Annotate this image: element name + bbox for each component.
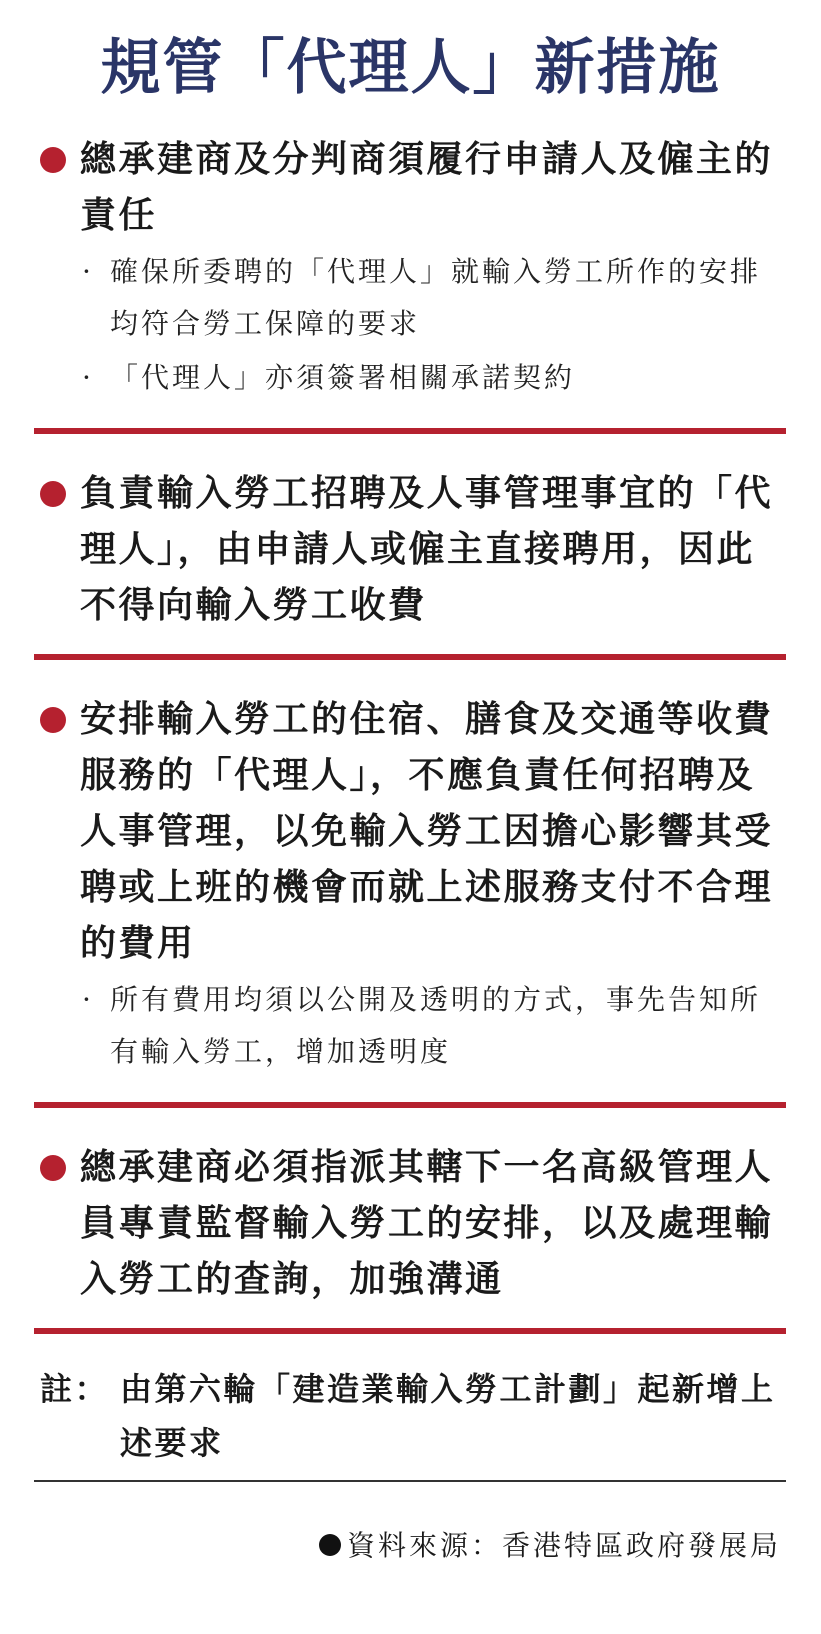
section-divider — [34, 1102, 786, 1108]
middle-dot-icon: · — [82, 361, 94, 394]
middle-dot-icon: · — [82, 983, 94, 1016]
red-bullet-icon — [40, 1155, 66, 1181]
measure-sub-item: · 所有費用均須以公開及透明的方式，事先告知所有輸入勞工，增加透明度 — [38, 974, 788, 1078]
measure-main-text: 總承建商必須指派其轄下一名高級管理人員專責監督輸入勞工的安排，以及處理輸入勞工的查詢，加強溝通 — [38, 1140, 788, 1308]
measure-sub-item: · 「代理人」亦須簽署相關承諾契約 — [38, 352, 788, 404]
measure-sub-item: · 確保所委聘的「代理人」就輸入勞工所作的安排均符合勞工保障的要求 — [38, 246, 788, 350]
footnote — [40, 1362, 780, 1470]
measure-item-3 — [38, 692, 788, 1078]
source-credit: 資料來源：香港特區政府發展局 — [319, 1524, 781, 1568]
red-bullet-icon — [40, 147, 66, 173]
measure-main-text: 安排輸入勞工的住宿、膳食及交通等收費服務的「代理人」，不應負責任何招聘及人事管理，以免輸入勞工因擔心影響其受聘或上班的機會而就上述服務支付不合理的費用 — [38, 692, 788, 972]
measure-item-2 — [38, 466, 788, 634]
red-bullet-icon — [40, 481, 66, 507]
measure-item-1 — [38, 132, 788, 404]
black-bullet-icon — [319, 1534, 341, 1556]
footnote-text: 由第六輪「建造業輸入勞工計劃」起新增上述要求 — [120, 1370, 776, 1462]
page-title: 規管「代理人」新措施 — [100, 33, 721, 103]
middle-dot-icon: · — [82, 255, 94, 288]
section-divider — [34, 1328, 786, 1334]
section-divider — [34, 654, 786, 660]
footnote-label: 註： — [40, 1370, 110, 1408]
measure-main-text: 總承建商及分判商須履行申請人及僱主的責任 — [38, 132, 788, 244]
measure-item-4 — [38, 1140, 788, 1308]
footer-divider — [34, 1480, 786, 1482]
measure-main-text: 負責輸入勞工招聘及人事管理事宜的「代理人」，由申請人或僱主直接聘用，因此不得向輸入勞工收費 — [38, 466, 788, 634]
section-divider — [34, 428, 786, 434]
red-bullet-icon — [40, 707, 66, 733]
